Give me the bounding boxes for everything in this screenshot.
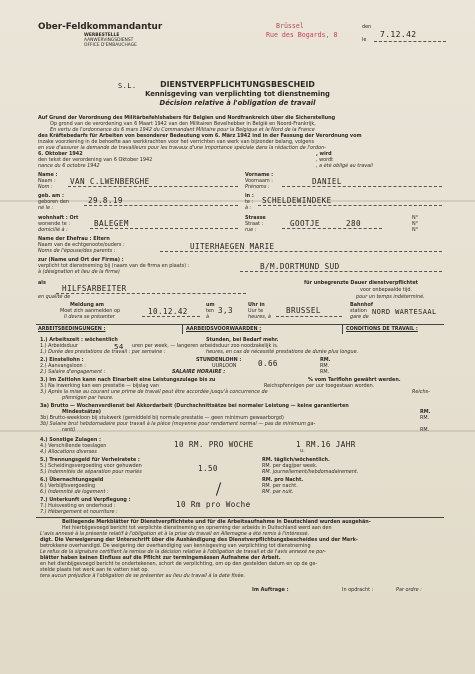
report-label-nl: Moet zich aanmelden op xyxy=(60,308,121,314)
residence-line xyxy=(90,228,238,229)
board-lodging-value: 10 Rm pro Woche xyxy=(176,500,251,509)
item3-fr-cont: pfennigen par heure. xyxy=(62,395,114,401)
le-label: le xyxy=(362,37,367,43)
item6-nl-tail: RM. per nacht. xyxy=(262,483,298,489)
item3-de: 3.) Im Zeitlohn kann nach Einarbeit eine Leistungszulage bis zu xyxy=(40,377,216,383)
report-label-de: Meldung am xyxy=(70,302,104,308)
item6-nl: 6.) Verblijfsvergoeding xyxy=(40,483,96,489)
intro-fr-3: nance du 6 octobre 1942 xyxy=(38,163,100,169)
firstname-line xyxy=(282,186,442,187)
hour-label-de: Uhr in xyxy=(248,302,265,308)
hourly-wage-label-de: STUNDENLOHN : xyxy=(196,357,242,363)
station-label-nl: station xyxy=(350,308,367,314)
hourly-wage-label-nl: UURLOON xyxy=(212,363,237,369)
issue-date: 7.12.42 xyxy=(380,30,417,39)
allowance-value-2: 1 RM.16 JAHR xyxy=(296,440,356,449)
residence-label-nl: wonende te : xyxy=(38,221,70,227)
den-label: den xyxy=(362,24,372,30)
job-title-line xyxy=(56,293,246,294)
title-nl: Kennisgeving van verplichting tot dienstneming xyxy=(145,90,330,98)
number-label: N° xyxy=(412,227,419,233)
name-label-de: Name : xyxy=(38,172,58,178)
item3b-fr-cont: ranti) xyxy=(62,427,76,433)
street-value: GOOTJE xyxy=(290,219,320,228)
intro-nl-3: den tekst der verordening van 6 Oktober 1942 xyxy=(38,157,153,163)
birthplace-value: SCHELDEWINDEKE xyxy=(262,196,332,205)
firstname-label-fr: Prénoms : xyxy=(245,184,270,190)
firm-value: B/M.DORTMUND SUD xyxy=(260,262,340,271)
street-line xyxy=(282,228,382,229)
item5-de: 5.) Trennungsgeld für Verheiratete : xyxy=(40,457,140,463)
office-sub-de: WERBESTELLE xyxy=(84,33,120,38)
birthplace-label-nl: te : xyxy=(245,199,254,205)
birthplace-label-fr: à : xyxy=(245,205,252,211)
name-label-fr: Nom : xyxy=(38,184,53,190)
birthdate-label-nl: geboren den xyxy=(38,199,69,205)
reference: S.L. xyxy=(118,82,137,90)
item3-fr-tail: Reichs- xyxy=(412,389,430,395)
spouse-label-fr: Noms de l'épouse/des parents : xyxy=(38,248,116,254)
name-label-nl: Naam : xyxy=(38,178,56,184)
item2-nl: 2.) Aanvangsloon : xyxy=(40,363,86,369)
birthdate-line xyxy=(84,205,238,206)
report-date-value: 10.12.42 xyxy=(148,307,188,316)
date-line xyxy=(374,41,446,42)
item5-fr: 5.) Indemnités de séparation pour mariés xyxy=(40,469,142,475)
spouse-label-nl: Naam van de echtgenoote/ouders : xyxy=(38,242,125,248)
item3-nl: 3.) Na inwerking kan een prestatie — bijslag van xyxy=(40,383,159,389)
item4-nl-tail: u. xyxy=(300,448,305,454)
item6-de-tail: RM. pro Nacht. xyxy=(262,477,304,483)
item3b-fr: 3b) Salaire brut hebdomadaire pour travail à la pièce (moyenne pour rendement normal — pas de minimum ga- xyxy=(40,421,316,427)
hourly-wage-value: 0.66 xyxy=(258,359,278,368)
house-number-value: 280 xyxy=(346,219,361,228)
item3b-nl: 3b) Brutto-weekloon bij stukwerk (gemiddeld bij normale prestatie — geen minimum gewaarborgd) xyxy=(40,415,284,421)
item6-fr: 6.) Indemnité de logement : xyxy=(40,489,109,495)
report-date-line xyxy=(142,316,200,317)
surname-value: VAN C.LWENBERGHE xyxy=(70,177,150,186)
signature-label-de: Im Auftrage : xyxy=(252,587,289,593)
item2-fr: 2.) Salaire d'engagement : xyxy=(40,369,106,375)
section-divider xyxy=(36,517,444,518)
signature-label-fr: Par ordre : xyxy=(396,587,422,593)
firstname-value: DANIEL xyxy=(312,177,342,186)
office-sub-fr: OFFICE D'EMBAUCHAGE xyxy=(84,43,137,48)
residence-label-de: wohnhaft : Ort xyxy=(38,215,79,221)
item2-de: 2.) Einstellohn : xyxy=(40,357,84,363)
item1-fr: 1.) Durée des prestations de travail : par semaine : xyxy=(40,349,166,355)
residence-label-fr: domicilié à : xyxy=(38,227,68,233)
report-place-value: BRUSSEL xyxy=(286,306,321,315)
station-value: NORD WARTESAAL xyxy=(372,308,437,316)
item1-fr-tail: heures, en cas de nécessité prestations de durée plus longue. xyxy=(206,349,359,355)
notice-fr-2: Le refus de la signature certifiant la remise de la décision relative à l'obligation de travail et de l'avis annexé ne por- xyxy=(40,549,326,555)
street-label-nl: Straat : xyxy=(245,221,264,227)
item7-nl: 7.) Huisvesting en onderhoud : xyxy=(40,503,116,509)
intro-nl: Op grond van de verordening van 6 Maart 1942 van den Militairen Bevelhebber in België en Noord-Frankrijk, xyxy=(50,121,316,127)
item6-de: 6.) Übernachtungsgeld xyxy=(40,477,104,483)
allowance-value: 10 RM. PRO WOCHE xyxy=(174,440,254,449)
item3a-de-cont: Mindestsätze) xyxy=(62,409,102,415)
item3a-de: 3a) Brutto — Wochenverdienst bei Akkordarbeit (Durchschnittsätze bei normaler Leistung — keine garantierten xyxy=(40,403,349,409)
duration-fr: pour un temps indéterminé. xyxy=(356,294,425,300)
as-label-de: als xyxy=(38,280,46,286)
report-place-line xyxy=(276,316,342,317)
birthplace-label-de: in : xyxy=(245,193,254,199)
birthdate-value: 29.8.19 xyxy=(88,196,123,205)
title-de: DIENSTVERPFLICHTUNGSBESCHEID xyxy=(160,80,315,89)
column-divider xyxy=(342,324,343,334)
intro-de-3: 6. Oktober 1942 xyxy=(38,151,83,157)
item4-de: 4.) Sonstige Zulagen : xyxy=(40,437,101,443)
street-label-de: Strasse xyxy=(245,215,266,221)
rm-label: RM. xyxy=(420,415,430,421)
notice-nl-3: en het dienbijgevoegd bericht te ondertekenen, schort de verplichting, om op den gestelden datum en op de ge- xyxy=(40,561,318,567)
report-label-fr: Il devra se présenter xyxy=(64,314,115,320)
stamp-city: Brüssel xyxy=(276,22,304,30)
notice-de-1: Beiliegende Merkblätter für Dienstverpflichtete und für die Arbeitsaufnahme in Deutschland wurden ausgehän- xyxy=(62,519,371,525)
notice-nl-2: betrokkene overhandigd. De weigering der overhandiging van kennisgeving van verplichting tot dienstneming xyxy=(40,543,311,549)
item5-nl-tail: RM. per dag/per week. xyxy=(262,463,318,469)
rm-label: RM. xyxy=(420,427,430,433)
column-divider xyxy=(182,324,183,334)
intro-fr: En vertu de l'ordonnance du 6 mars 1942 du Commandant Militaire pour la Belgique et le Nord de la France xyxy=(50,127,315,133)
conditions-header-de: ARBEITSBEDINGUNGEN : xyxy=(38,326,106,332)
firm-label-fr: à (désignation et lieu de la firme) xyxy=(38,269,120,275)
obligation-fr: , a été obligé au travail xyxy=(316,163,373,169)
signature-label-nl: In opdracht : xyxy=(342,587,374,593)
item3-de-tail: % vom Tariflohn gewährt werden. xyxy=(308,377,401,383)
intro-de-2: des Kräftebedarfs für Arbeiten von besonderer Bedeutung vom 6. März 1942 ind in der Fassung der Verordnung vom xyxy=(38,133,362,139)
hour-label-fr: heures, à xyxy=(248,314,271,320)
firstname-label-de: Vorname : xyxy=(245,172,274,178)
report-time-value: 3,3 xyxy=(218,306,233,315)
wird-label: , wird xyxy=(316,151,332,157)
separation-value: 1.50 xyxy=(198,464,218,473)
office-title: Ober-Feldkommandantur xyxy=(38,22,163,32)
fold-crease xyxy=(0,200,475,202)
item1-nl-tail: uren per week, — langeren arbeidsduur zoo noodzakelijk is. xyxy=(132,343,279,349)
firstname-label-nl: Voornaam : xyxy=(245,178,273,184)
birthdate-label-de: geb. am : xyxy=(38,193,64,199)
station-label-de: Bahnhof xyxy=(350,302,373,308)
residence-value: BALEGEM xyxy=(94,219,129,228)
item5-de-tail: RM. täglich/wöchentlich. xyxy=(262,457,330,463)
item5-fr-tail: RM. journellement/hebdomadairement. xyxy=(262,469,359,475)
notice-de-2: digt. Die Verweigerung der Unterschrift über die Aushändigung des Dienstverpflichtungsbescheides und der Merk- xyxy=(40,537,358,543)
number-label: N° xyxy=(412,221,419,227)
rm-label: RM. xyxy=(420,409,431,415)
rm-label: RM. xyxy=(320,357,331,363)
hours-value: 54 xyxy=(114,342,124,351)
item5-nl: 5.) Scheidingsvergoeding voor gehuwden xyxy=(40,463,142,469)
birthplace-line xyxy=(258,205,442,206)
spouse-line xyxy=(160,251,442,252)
birthdate-label-fr: né le : xyxy=(38,205,54,211)
spouse-label-de: Name der Ehefrau : Eltern xyxy=(38,236,110,242)
intro-nl-2: inzake voorziening in de behoefte aan werkkrachten voor het verrichten van werk van bijzonder belang, volgens xyxy=(38,139,315,145)
wordt-label: , wordt xyxy=(316,157,334,163)
item1-nl: 1.) Arbeidsduur xyxy=(40,343,78,349)
as-label-fr: en qualité de xyxy=(38,294,71,300)
item7-de: 7.) Unterkunft und Verpflegung : xyxy=(40,497,131,503)
item3-fr: 3.) Après la mise au courant une prime de travail peut être accordée jusqu'à concurrence de xyxy=(40,389,268,395)
at-label-nl: ten xyxy=(206,308,215,314)
at-label-fr: à xyxy=(206,314,209,320)
hourly-wage-label-fr: SALAIRE HORAIRE : xyxy=(172,369,226,375)
at-label-de: um xyxy=(206,302,215,308)
item4-fr: 4.) Allocations diverses xyxy=(40,449,97,455)
spouse-value: UITERHAEGEN MARIE xyxy=(190,242,275,251)
firm-label-nl: verplicht tot dienstneming bij (naam van de firma en plaats) : xyxy=(38,263,190,269)
notice-de-3: blätter haben keinen Einfluss auf die Pflicht zur termingemässen Aufnahme der Arbeit. xyxy=(40,555,281,561)
duration-nl: voor onbepaalde tijd. xyxy=(360,287,413,293)
item1-de-tail: Stunden, bei Bedarf mehr. xyxy=(206,337,279,343)
office-sub-nl: AANWERVINGSDIENST xyxy=(84,38,134,43)
item1-de: 1.) Arbeitszeit : wöchentlich xyxy=(40,337,118,343)
notice-nl-1: Het hierbijgevoegd bericht tot verplichte dienstneming en opneming der arbeids in Duitschland werd aan den xyxy=(62,525,332,531)
intro-fr-2: en vue d'assurer la demande de travailleurs pour les travaux d'une importance spéciale dans la rédaction de l'ordon- xyxy=(38,145,326,151)
notice-fr-1: L'avis annexé à la présente relatif à l'obligation et à la prise du travail en Allemagne a été remis à l'intéressé. xyxy=(40,531,310,537)
street-label-fr: rue : xyxy=(245,227,257,233)
hour-label-nl: Uur te xyxy=(248,308,264,314)
item6-fr-tail: RM. par nuit. xyxy=(262,489,294,495)
notice-nl-4: stelde plaats het werk aan te vatten niet op. xyxy=(40,567,150,573)
stamp-address: Rue des Bogards, 8 xyxy=(266,31,338,39)
number-label: N° xyxy=(412,215,419,221)
firm-line xyxy=(240,271,442,272)
intro-de: Auf Grund der Verordnung des Militärbefehlshabers für Belgien und Nordfrankreich über die Sicherstellung xyxy=(38,115,336,121)
surname-line xyxy=(68,186,238,187)
item7-fr: 7.) Hébergement et nourriture : xyxy=(40,509,118,515)
conditions-header-fr: CONDITIONS DE TRAVAIL : xyxy=(346,326,418,332)
rm-label: RM. xyxy=(320,363,330,369)
title-fr: Décision relative à l'obligation de travail xyxy=(159,99,316,107)
station-label-fr: gare de xyxy=(350,314,369,320)
conditions-header-nl: AARBEIDSVOORWAARDEN : xyxy=(186,326,262,332)
duration-de: für unbegrenzte Dauer dienstverpflichtet xyxy=(304,280,419,286)
job-title-value: HILFSARBEITER xyxy=(62,284,127,293)
notice-fr-3: tera aucun préjudice à l'obligation de se présenter au lieu du travail à la date fixée. xyxy=(40,573,246,579)
strike-mark xyxy=(216,482,221,496)
rm-label: RM. xyxy=(320,369,330,375)
firm-label-de: zur (Name und Ort der Firma) : xyxy=(38,257,124,263)
section-divider xyxy=(36,324,444,325)
item4-nl: 4.) Verschillende toeslagen xyxy=(40,443,107,449)
item3-nl-tail: Reichspfennigen per uur toegestaan worden. xyxy=(264,383,375,389)
